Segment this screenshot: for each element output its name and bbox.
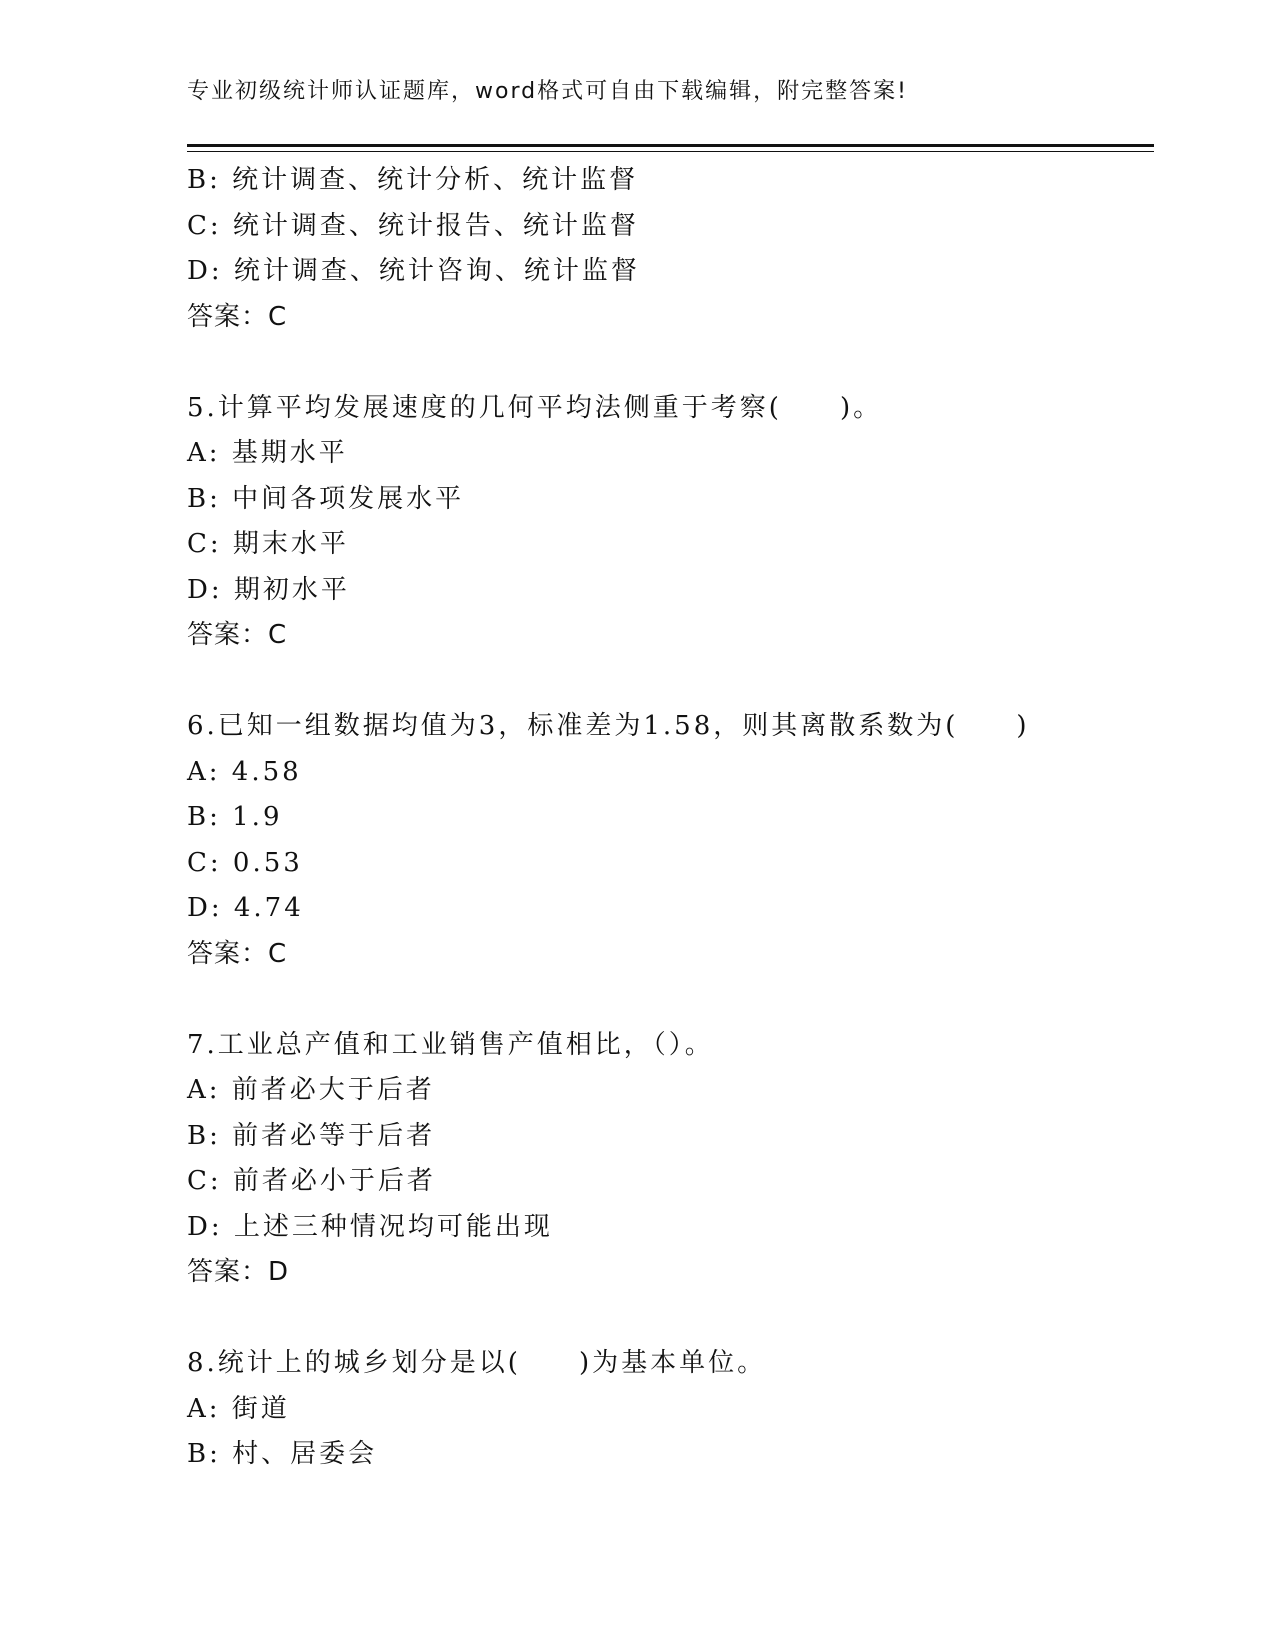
option-a: A: 4.58: [187, 756, 302, 787]
option-b: B: 1.9: [187, 802, 283, 832]
question-8: [187, 1341, 1154, 1478]
header-rule-thick: [187, 144, 1154, 147]
answer: 答案：C: [187, 620, 288, 650]
question-5: [187, 386, 1154, 659]
option-c: C: 0.53: [187, 847, 303, 878]
option-d: D: 上述三种情况均可能出现: [187, 1211, 553, 1242]
question-7: [187, 1023, 1154, 1296]
question-text: 8.统计上的城乡划分是以( )为基本单位。: [187, 1348, 767, 1378]
page-header: 专业初级统计师认证题库，word格式可自由下载编辑，附完整答案!: [187, 79, 908, 104]
question-text: 5.计算平均发展速度的几何平均法侧重于考察( )。: [187, 392, 883, 423]
answer: 答案：C: [187, 938, 288, 969]
option-c: C: 统计调查、统计报告、统计监督: [187, 210, 639, 241]
option-c: C: 前者必小于后者: [187, 1166, 436, 1196]
question-6: [187, 704, 1154, 977]
option-a: A: 前者必大于后者: [187, 1075, 435, 1105]
option-a: A: 街道: [187, 1393, 290, 1424]
option-a: A: 基期水平: [187, 438, 348, 468]
option-d: D: 期初水平: [187, 574, 350, 605]
option-d: D: 统计调查、统计咨询、统计监督: [187, 256, 640, 286]
answer: 答案：C: [187, 301, 288, 332]
option-b: B: 村、居委会: [187, 1439, 378, 1469]
option-b: B: 前者必等于后者: [187, 1120, 436, 1151]
question-list: [187, 158, 1154, 1478]
option-d: D: 4.74: [187, 893, 304, 923]
question-text: 7.工业总产值和工业销售产值相比，（）。: [187, 1029, 714, 1060]
answer: 答案：D: [187, 1257, 290, 1287]
header-rule-thin: [187, 151, 1154, 152]
option-b: B: 统计调查、统计分析、统计监督: [187, 165, 639, 195]
question-4-tail: [187, 158, 1154, 340]
option-c: C: 期末水平: [187, 529, 349, 559]
option-b: B: 中间各项发展水平: [187, 483, 465, 514]
question-text: 6.已知一组数据均值为3，标准差为1.58，则其离散系数为( ): [187, 711, 1030, 741]
